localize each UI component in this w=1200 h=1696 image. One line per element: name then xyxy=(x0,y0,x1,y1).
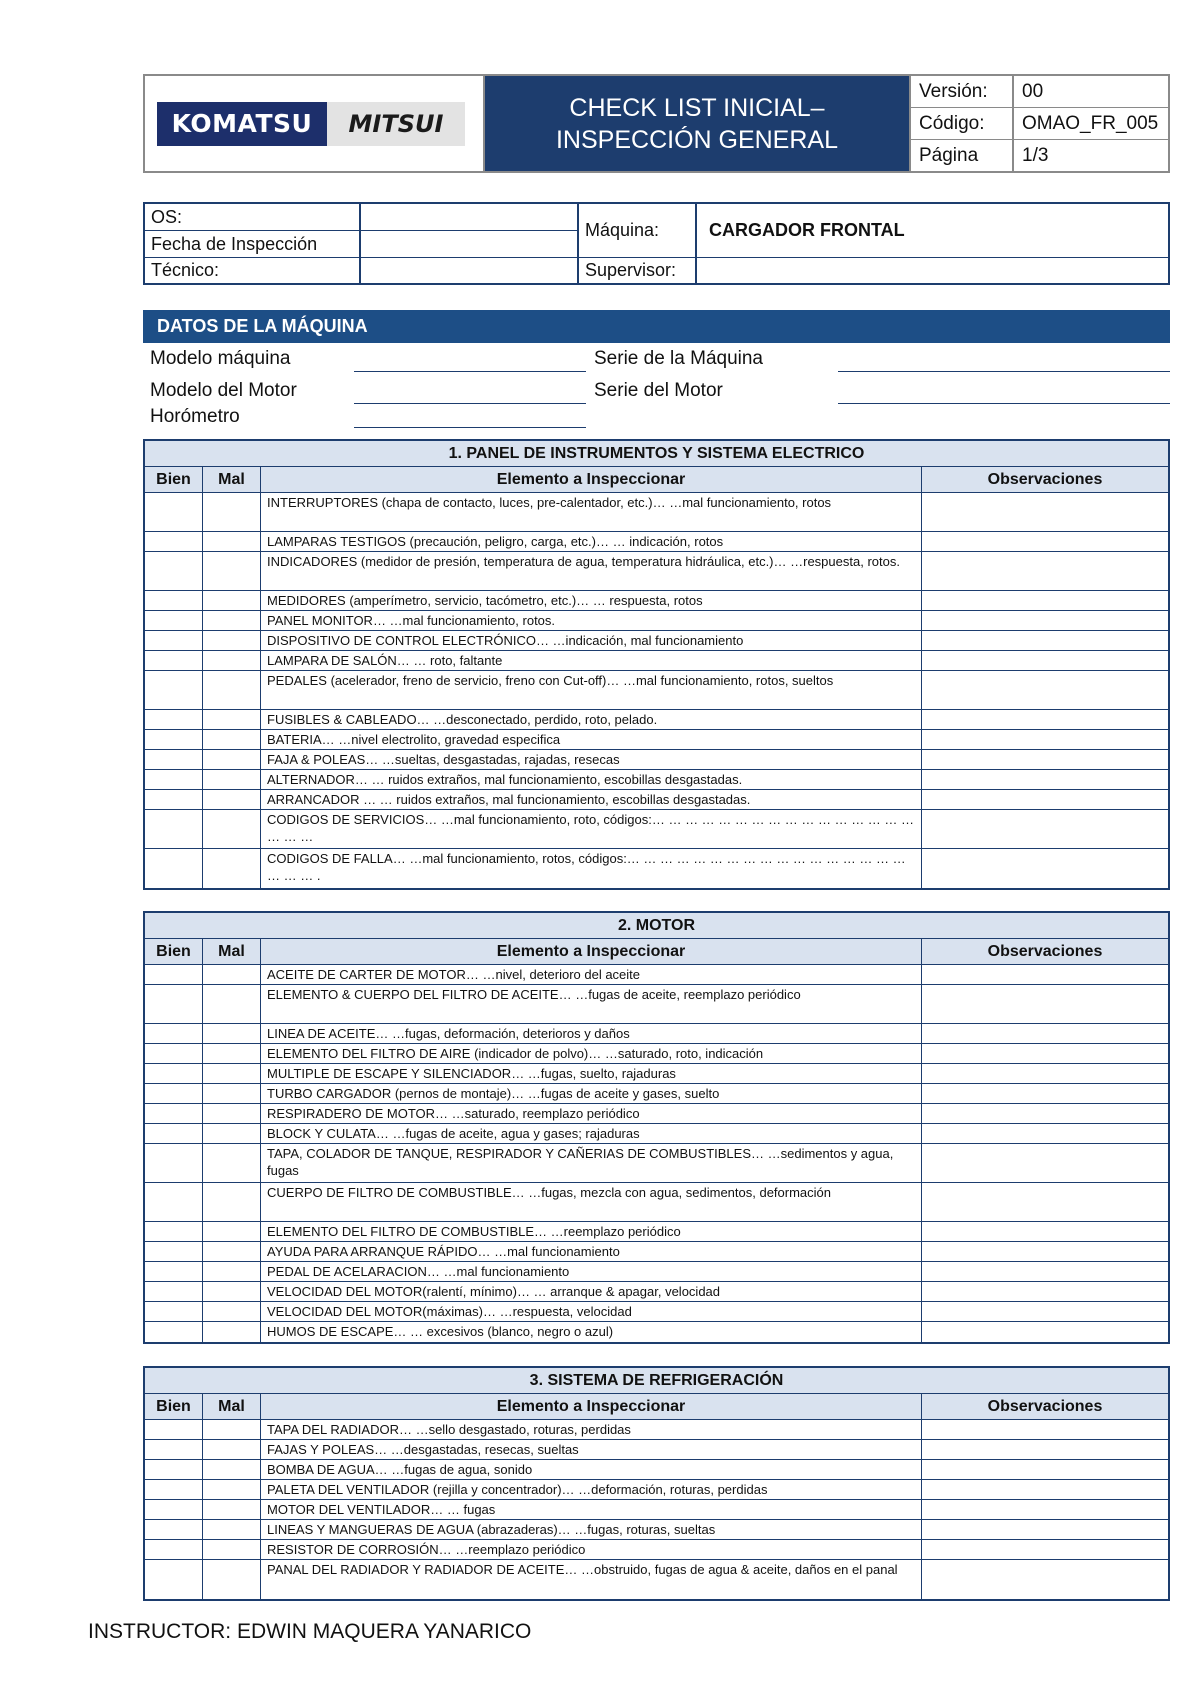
logos-area xyxy=(145,76,485,171)
bien-checkbox[interactable] xyxy=(145,1183,203,1221)
bien-checkbox[interactable] xyxy=(145,1124,203,1143)
observaciones-field[interactable] xyxy=(922,591,1168,610)
item-text: ALTERNADOR… … ruidos extraños, mal funcionamiento, escobillas desgastadas. xyxy=(261,770,922,789)
table-header xyxy=(145,1394,1168,1420)
bien-checkbox[interactable] xyxy=(145,552,203,590)
mal-checkbox[interactable] xyxy=(203,651,261,670)
bien-checkbox[interactable] xyxy=(145,1322,203,1342)
bien-checkbox[interactable] xyxy=(145,611,203,630)
mal-checkbox[interactable] xyxy=(203,770,261,789)
instructor-footer: INSTRUCTOR: EDWIN MAQUERA YANARICO xyxy=(88,1620,532,1643)
table-row xyxy=(145,730,1168,750)
table-row xyxy=(145,1480,1168,1500)
item-text: ARRANCADOR … … ruidos extraños, mal funcionamiento, escobillas desgastadas. xyxy=(261,790,922,809)
bien-checkbox[interactable] xyxy=(145,631,203,650)
item-text: DISPOSITIVO DE CONTROL ELECTRÓNICO… …indicación, mal funcionamiento xyxy=(261,631,922,650)
bien-checkbox[interactable] xyxy=(145,1064,203,1083)
item-text: BATERIA… …nivel electrolito, gravedad especifica xyxy=(261,730,922,749)
bien-checkbox[interactable] xyxy=(145,1262,203,1281)
observaciones-field[interactable] xyxy=(922,611,1168,630)
mal-checkbox[interactable] xyxy=(203,1124,261,1143)
observaciones-field[interactable] xyxy=(922,849,1168,888)
observaciones-field[interactable] xyxy=(922,1302,1168,1321)
bien-checkbox[interactable] xyxy=(145,770,203,789)
mal-checkbox[interactable] xyxy=(203,1222,261,1241)
observaciones-field[interactable] xyxy=(922,1222,1168,1241)
modelo-maquina-label: Modelo máquina xyxy=(150,348,291,369)
table-row xyxy=(145,1104,1168,1124)
table-row xyxy=(145,965,1168,985)
meta-label: Código: xyxy=(911,108,1014,139)
mal-checkbox[interactable] xyxy=(203,1480,261,1499)
table-row xyxy=(145,1302,1168,1322)
bien-checkbox[interactable] xyxy=(145,985,203,1023)
mal-checkbox[interactable] xyxy=(203,532,261,551)
bien-checkbox[interactable] xyxy=(145,730,203,749)
observaciones-field[interactable] xyxy=(922,1183,1168,1221)
bien-checkbox[interactable] xyxy=(145,1084,203,1103)
mal-checkbox[interactable] xyxy=(203,1282,261,1301)
mal-checkbox[interactable] xyxy=(203,1460,261,1479)
mal-checkbox[interactable] xyxy=(203,1302,261,1321)
table-row xyxy=(145,1262,1168,1282)
bien-checkbox[interactable] xyxy=(145,790,203,809)
document-meta xyxy=(911,76,1168,171)
table-row xyxy=(145,631,1168,651)
meta-value: 1/3 xyxy=(1022,144,1049,166)
table-row xyxy=(145,671,1168,710)
mal-checkbox[interactable] xyxy=(203,1084,261,1103)
serie-motor-label: Serie del Motor xyxy=(594,380,723,401)
item-text: INTERRUPTORES (chapa de contacto, luces, pre-calentador, etc.)… …mal funcionamiento, rotos xyxy=(261,493,922,531)
item-text: PEDALES (acelerador, freno de servicio, freno con Cut-off)… …mal funcionamiento, rotos, sueltos xyxy=(261,671,922,709)
mal-checkbox[interactable] xyxy=(203,985,261,1023)
observaciones-field[interactable] xyxy=(922,631,1168,650)
tecnico-field[interactable] xyxy=(361,258,577,283)
item-text: ACEITE DE CARTER DE MOTOR… …nivel, deterioro del aceite xyxy=(261,965,922,984)
mal-checkbox[interactable] xyxy=(203,1322,261,1342)
mal-checkbox[interactable] xyxy=(203,1262,261,1281)
table-row xyxy=(145,750,1168,770)
col-elemento: Elemento a Inspeccionar xyxy=(261,939,922,964)
item-text: TAPA, COLADOR DE TANQUE, RESPIRADOR Y CAÑERIAS DE COMBUSTIBLES… …sedimentos y agua, fugas xyxy=(261,1144,922,1182)
mal-checkbox[interactable] xyxy=(203,1104,261,1123)
table-row xyxy=(145,591,1168,611)
os-field[interactable] xyxy=(361,204,577,230)
mal-checkbox[interactable] xyxy=(203,1024,261,1043)
mal-checkbox[interactable] xyxy=(203,493,261,531)
item-text: TURBO CARGADOR (pernos de montaje)… …fugas de aceite y gases, suelto xyxy=(261,1084,922,1103)
observaciones-field[interactable] xyxy=(922,1500,1168,1519)
komatsu-logo: KOMATSU xyxy=(157,102,327,146)
mal-checkbox[interactable] xyxy=(203,1144,261,1182)
bien-checkbox[interactable] xyxy=(145,965,203,984)
maquina-label: Máquina: xyxy=(585,220,660,240)
col-bien: Bien xyxy=(145,467,203,492)
observaciones-field[interactable] xyxy=(922,1440,1168,1459)
observaciones-field[interactable] xyxy=(922,1124,1168,1143)
item-text: MEDIDORES (amperímetro, servicio, tacómetro, etc.)… … respuesta, rotos xyxy=(261,591,922,610)
bien-checkbox[interactable] xyxy=(145,1500,203,1519)
bien-checkbox[interactable] xyxy=(145,591,203,610)
table-row xyxy=(145,1520,1168,1540)
item-text: FAJAS Y POLEAS… …desgastadas, resecas, sueltas xyxy=(261,1440,922,1459)
observaciones-field[interactable] xyxy=(922,1540,1168,1559)
bien-checkbox[interactable] xyxy=(145,1560,203,1599)
item-text: LINEA DE ACEITE… …fugas, deformación, deterioros y daños xyxy=(261,1024,922,1043)
item-text: CUERPO DE FILTRO DE COMBUSTIBLE… …fugas, mezcla con agua, sedimentos, deformación xyxy=(261,1183,922,1221)
table-row xyxy=(145,1242,1168,1262)
mal-checkbox[interactable] xyxy=(203,790,261,809)
table-row xyxy=(145,1440,1168,1460)
item-text: PEDAL DE ACELARACION… …mal funcionamiento xyxy=(261,1262,922,1281)
bien-checkbox[interactable] xyxy=(145,671,203,709)
col-bien: Bien xyxy=(145,939,203,964)
mal-checkbox[interactable] xyxy=(203,611,261,630)
observaciones-field[interactable] xyxy=(922,985,1168,1023)
mal-checkbox[interactable] xyxy=(203,591,261,610)
serie-motor-field[interactable] xyxy=(838,403,1170,404)
section-refrigeracion xyxy=(143,1366,1170,1601)
mal-checkbox[interactable] xyxy=(203,1183,261,1221)
observaciones-field[interactable] xyxy=(922,1084,1168,1103)
mal-checkbox[interactable] xyxy=(203,750,261,769)
item-text: HUMOS DE ESCAPE… … excesivos (blanco, negro o azul) xyxy=(261,1322,922,1342)
table-row xyxy=(145,1560,1168,1599)
item-text: RESISTOR DE CORROSIÓN… …reemplazo periódico xyxy=(261,1540,922,1559)
observaciones-field[interactable] xyxy=(922,810,1168,848)
observaciones-field[interactable] xyxy=(922,770,1168,789)
fecha-label: Fecha de Inspección xyxy=(151,233,318,254)
item-text: VELOCIDAD DEL MOTOR(ralentí, mínimo)… … arranque & apagar, velocidad xyxy=(261,1282,922,1301)
item-text: BOMBA DE AGUA… …fugas de agua, sonido xyxy=(261,1460,922,1479)
meta-value: OMAO_FR_005 xyxy=(1022,112,1159,134)
modelo-maquina-field[interactable] xyxy=(354,371,586,372)
mal-checkbox[interactable] xyxy=(203,810,261,848)
table-row xyxy=(145,1500,1168,1520)
mitsui-logo: MITSUI xyxy=(327,102,465,146)
mal-checkbox[interactable] xyxy=(203,1500,261,1519)
table-row xyxy=(145,1144,1168,1183)
bien-checkbox[interactable] xyxy=(145,750,203,769)
col-observaciones: Observaciones xyxy=(987,1397,1103,1415)
serie-maquina-label: Serie de la Máquina xyxy=(594,348,763,369)
col-mal: Mal xyxy=(203,467,261,492)
item-text: ELEMENTO & CUERPO DEL FILTRO DE ACEITE… …fugas de aceite, reemplazo periódico xyxy=(261,985,922,1023)
bien-checkbox[interactable] xyxy=(145,1104,203,1123)
observaciones-field[interactable] xyxy=(922,1024,1168,1043)
bien-checkbox[interactable] xyxy=(145,493,203,531)
observaciones-field[interactable] xyxy=(922,1480,1168,1499)
table-row xyxy=(145,1124,1168,1144)
mal-checkbox[interactable] xyxy=(203,1064,261,1083)
table-row xyxy=(145,810,1168,849)
item-text: BLOCK Y CULATA… …fugas de aceite, agua y gases; rajaduras xyxy=(261,1124,922,1143)
observaciones-field[interactable] xyxy=(922,1520,1168,1539)
mal-checkbox[interactable] xyxy=(203,1440,261,1459)
col-observaciones: Observaciones xyxy=(987,942,1103,960)
bien-checkbox[interactable] xyxy=(145,1302,203,1321)
table-row xyxy=(145,1420,1168,1440)
item-text: LAMPARA DE SALÓN… … roto, faltante xyxy=(261,651,922,670)
supervisor-label: Supervisor: xyxy=(585,260,677,280)
table-row xyxy=(145,552,1168,591)
observaciones-field[interactable] xyxy=(922,1064,1168,1083)
section-motor xyxy=(143,911,1170,1344)
table-row xyxy=(145,1024,1168,1044)
item-text: MULTIPLE DE ESCAPE Y SILENCIADOR… …fugas, suelto, rajaduras xyxy=(261,1064,922,1083)
bien-checkbox[interactable] xyxy=(145,1520,203,1539)
section-title: 1. PANEL DE INSTRUMENTOS Y SISTEMA ELECTRICO xyxy=(145,441,1168,467)
table-row xyxy=(145,532,1168,552)
supervisor-field[interactable] xyxy=(697,258,1167,283)
observaciones-field[interactable] xyxy=(922,1420,1168,1439)
observaciones-field[interactable] xyxy=(922,730,1168,749)
observaciones-field[interactable] xyxy=(922,1144,1168,1182)
bien-checkbox[interactable] xyxy=(145,810,203,848)
col-bien: Bien xyxy=(145,1394,203,1419)
meta-version xyxy=(911,76,1168,108)
item-text: ELEMENTO DEL FILTRO DE COMBUSTIBLE… …reemplazo periódico xyxy=(261,1222,922,1241)
col-elemento: Elemento a Inspeccionar xyxy=(261,467,922,492)
meta-label: Página xyxy=(911,140,1014,171)
col-observaciones: Observaciones xyxy=(987,470,1103,488)
observaciones-field[interactable] xyxy=(922,651,1168,670)
mal-checkbox[interactable] xyxy=(203,730,261,749)
item-text: TAPA DEL RADIADOR… …sello desgastado, roturas, perdidas xyxy=(261,1420,922,1439)
observaciones-field[interactable] xyxy=(922,1044,1168,1063)
table-header xyxy=(145,467,1168,493)
table-row xyxy=(145,1064,1168,1084)
fecha-field[interactable] xyxy=(361,231,577,257)
section-title: 3. SISTEMA DE REFRIGERACIÓN xyxy=(145,1368,1168,1394)
document-header xyxy=(143,74,1170,173)
observaciones-field[interactable] xyxy=(922,532,1168,551)
table-row xyxy=(145,611,1168,631)
col-mal: Mal xyxy=(203,1394,261,1419)
bien-checkbox[interactable] xyxy=(145,532,203,551)
section-panel-instrumentos xyxy=(143,439,1170,890)
mal-checkbox[interactable] xyxy=(203,671,261,709)
mal-checkbox[interactable] xyxy=(203,1420,261,1439)
bien-checkbox[interactable] xyxy=(145,1480,203,1499)
item-text: PANAL DEL RADIADOR Y RADIADOR DE ACEITE… …obstruido, fugas de agua & aceite, daños en el panal xyxy=(261,1560,922,1599)
observaciones-field[interactable] xyxy=(922,710,1168,729)
table-row xyxy=(145,1540,1168,1560)
mal-checkbox[interactable] xyxy=(203,965,261,984)
mal-checkbox[interactable] xyxy=(203,1242,261,1261)
bien-checkbox[interactable] xyxy=(145,1440,203,1459)
modelo-motor-field[interactable] xyxy=(354,403,586,404)
inspection-info-table xyxy=(143,202,1170,285)
section-title: 2. MOTOR xyxy=(145,913,1168,939)
mal-checkbox[interactable] xyxy=(203,552,261,590)
bien-checkbox[interactable] xyxy=(145,1222,203,1241)
table-row xyxy=(145,849,1168,888)
item-text: PALETA DEL VENTILADOR (rejilla y concentrador)… …deformación, roturas, perdidas xyxy=(261,1480,922,1499)
tecnico-label: Técnico: xyxy=(151,260,220,280)
table-row xyxy=(145,1044,1168,1064)
meta-value: 00 xyxy=(1022,80,1044,102)
item-text: RESPIRADERO DE MOTOR… …saturado, reemplazo periódico xyxy=(261,1104,922,1123)
item-text: VELOCIDAD DEL MOTOR(máximas)… …respuesta, velocidad xyxy=(261,1302,922,1321)
observaciones-field[interactable] xyxy=(922,552,1168,590)
mal-checkbox[interactable] xyxy=(203,1560,261,1599)
item-text: FUSIBLES & CABLEADO… …desconectado, perdido, roto, pelado. xyxy=(261,710,922,729)
horometro-label: Horómetro xyxy=(150,406,240,427)
item-text: AYUDA PARA ARRANQUE RÁPIDO… …mal funcionamiento xyxy=(261,1242,922,1261)
observaciones-field[interactable] xyxy=(922,493,1168,531)
observaciones-field[interactable] xyxy=(922,1460,1168,1479)
os-label: OS: xyxy=(151,206,183,227)
observaciones-field[interactable] xyxy=(922,1322,1168,1342)
bien-checkbox[interactable] xyxy=(145,651,203,670)
table-row xyxy=(145,1183,1168,1222)
document-title: CHECK LIST INICIAL– INSPECCIÓN GENERAL xyxy=(485,76,911,171)
bien-checkbox[interactable] xyxy=(145,1024,203,1043)
table-row xyxy=(145,1222,1168,1242)
observaciones-field[interactable] xyxy=(922,750,1168,769)
table-row xyxy=(145,985,1168,1024)
item-text: INDICADORES (medidor de presión, temperatura de agua, temperatura hidráulica, etc.)… …respuesta, rotos. xyxy=(261,552,922,590)
observaciones-field[interactable] xyxy=(922,1104,1168,1123)
horometro-field[interactable] xyxy=(354,427,586,428)
meta-label: Versión: xyxy=(911,76,1014,107)
table-header xyxy=(145,939,1168,965)
bien-checkbox[interactable] xyxy=(145,1144,203,1182)
table-row xyxy=(145,493,1168,532)
item-text: CODIGOS DE SERVICIOS… …mal funcionamiento, roto, códigos:… … … … … … … … … … … … … … … … … … … xyxy=(261,810,922,848)
table-row xyxy=(145,1322,1168,1342)
table-row xyxy=(145,1084,1168,1104)
table-row xyxy=(145,710,1168,730)
mal-checkbox[interactable] xyxy=(203,710,261,729)
mal-checkbox[interactable] xyxy=(203,1044,261,1063)
item-text: PANEL MONITOR… …mal funcionamiento, rotos. xyxy=(261,611,922,630)
bien-checkbox[interactable] xyxy=(145,849,203,888)
mal-checkbox[interactable] xyxy=(203,849,261,888)
observaciones-field[interactable] xyxy=(922,1282,1168,1301)
item-text: ELEMENTO DEL FILTRO DE AIRE (indicador de polvo)… …saturado, roto, indicación xyxy=(261,1044,922,1063)
observaciones-field[interactable] xyxy=(922,965,1168,984)
item-text: CODIGOS DE FALLA… …mal funcionamiento, rotos, códigos:… … … … … … … … … … … … … … … … … … … … . xyxy=(261,849,922,888)
mal-checkbox[interactable] xyxy=(203,1520,261,1539)
table-row xyxy=(145,1460,1168,1480)
table-row xyxy=(145,1282,1168,1302)
table-row xyxy=(145,770,1168,790)
meta-page xyxy=(911,140,1168,171)
table-row xyxy=(145,790,1168,810)
mal-checkbox[interactable] xyxy=(203,1540,261,1559)
bien-checkbox[interactable] xyxy=(145,710,203,729)
datos-maquina-header: DATOS DE LA MÁQUINA xyxy=(143,310,1170,343)
observaciones-field[interactable] xyxy=(922,790,1168,809)
bien-checkbox[interactable] xyxy=(145,1420,203,1439)
observaciones-field[interactable] xyxy=(922,1560,1168,1599)
serie-maquina-field[interactable] xyxy=(838,371,1170,372)
bien-checkbox[interactable] xyxy=(145,1460,203,1479)
item-text: LINEAS Y MANGUERAS DE AGUA (abrazaderas)… …fugas, roturas, sueltas xyxy=(261,1520,922,1539)
item-text: MOTOR DEL VENTILADOR… … fugas xyxy=(261,1500,922,1519)
observaciones-field[interactable] xyxy=(922,671,1168,709)
maquina-value: CARGADOR FRONTAL xyxy=(709,220,905,240)
table-row xyxy=(145,651,1168,671)
observaciones-field[interactable] xyxy=(922,1242,1168,1261)
meta-code xyxy=(911,108,1168,140)
col-elemento: Elemento a Inspeccionar xyxy=(261,1394,922,1419)
observaciones-field[interactable] xyxy=(922,1262,1168,1281)
bien-checkbox[interactable] xyxy=(145,1242,203,1261)
mal-checkbox[interactable] xyxy=(203,631,261,650)
bien-checkbox[interactable] xyxy=(145,1540,203,1559)
item-text: LAMPARAS TESTIGOS (precaución, peligro, carga, etc.)… … indicación, rotos xyxy=(261,532,922,551)
item-text: FAJA & POLEAS… …sueltas, desgastadas, rajadas, resecas xyxy=(261,750,922,769)
bien-checkbox[interactable] xyxy=(145,1282,203,1301)
modelo-motor-label: Modelo del Motor xyxy=(150,380,297,401)
bien-checkbox[interactable] xyxy=(145,1044,203,1063)
col-mal: Mal xyxy=(203,939,261,964)
